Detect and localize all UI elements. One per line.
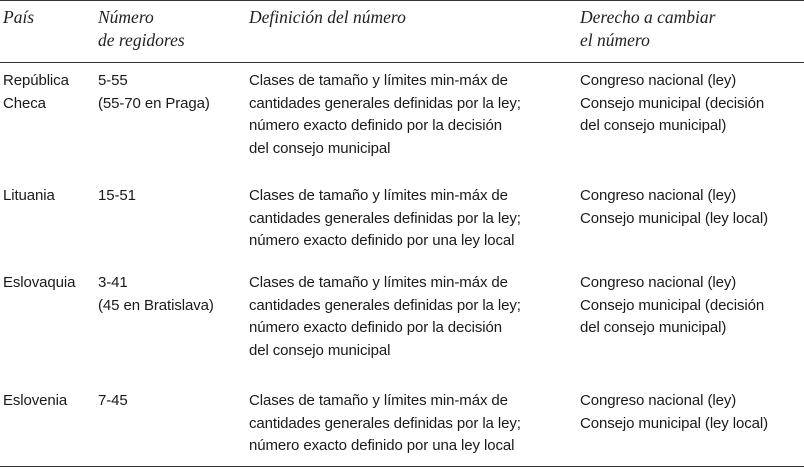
header-definition: Definición del número	[249, 7, 406, 27]
cell-country: Eslovenia	[3, 392, 68, 409]
table-top-rule	[0, 0, 804, 1]
cell-country: Eslovaquia	[3, 274, 76, 291]
table-header-rule	[0, 62, 804, 63]
cell-number: 15-51	[98, 187, 136, 204]
cell-right-to-change: Congreso nacional (ley) Consejo municipal (ley local)	[580, 187, 769, 227]
cell-right-to-change: Congreso nacional (ley) Consejo municipal (decisión del consejo municipal)	[580, 274, 765, 336]
cell-definition: Clases de tamaño y límites min-máx de cantidades generales definidas por la ley; número exacto definido por una ley local	[249, 392, 521, 454]
cell-number: 7-45	[98, 392, 128, 409]
cell-number: 3-41 (45 en Bratislava)	[98, 274, 214, 314]
header-right-to-change: Derecho a cambiar el número	[580, 7, 716, 50]
cell-definition: Clases de tamaño y límites min-máx de cantidades generales definidas por la ley; número exacto definido por la decisión del consejo municipal	[249, 274, 521, 359]
cell-right-to-change: Congreso nacional (ley) Consejo municipal (ley local)	[580, 392, 769, 432]
cell-definition: Clases de tamaño y límites min-máx de cantidades generales definidas por la ley; número exacto definido por una ley local	[249, 187, 521, 249]
cell-country: Lituania	[3, 187, 55, 204]
header-country: País	[3, 7, 35, 27]
cell-definition: Clases de tamaño y límites min-máx de cantidades generales definidas por la ley; número exacto definido por la decisión del consejo municipal	[249, 72, 521, 157]
cell-right-to-change: Congreso nacional (ley) Consejo municipal (decisión del consejo municipal)	[580, 72, 765, 134]
cell-country: República Checa	[3, 72, 69, 112]
table-bottom-rule	[0, 466, 804, 467]
header-number: Número de regidores	[98, 7, 185, 50]
cell-number: 5-55 (55-70 en Praga)	[98, 72, 210, 112]
